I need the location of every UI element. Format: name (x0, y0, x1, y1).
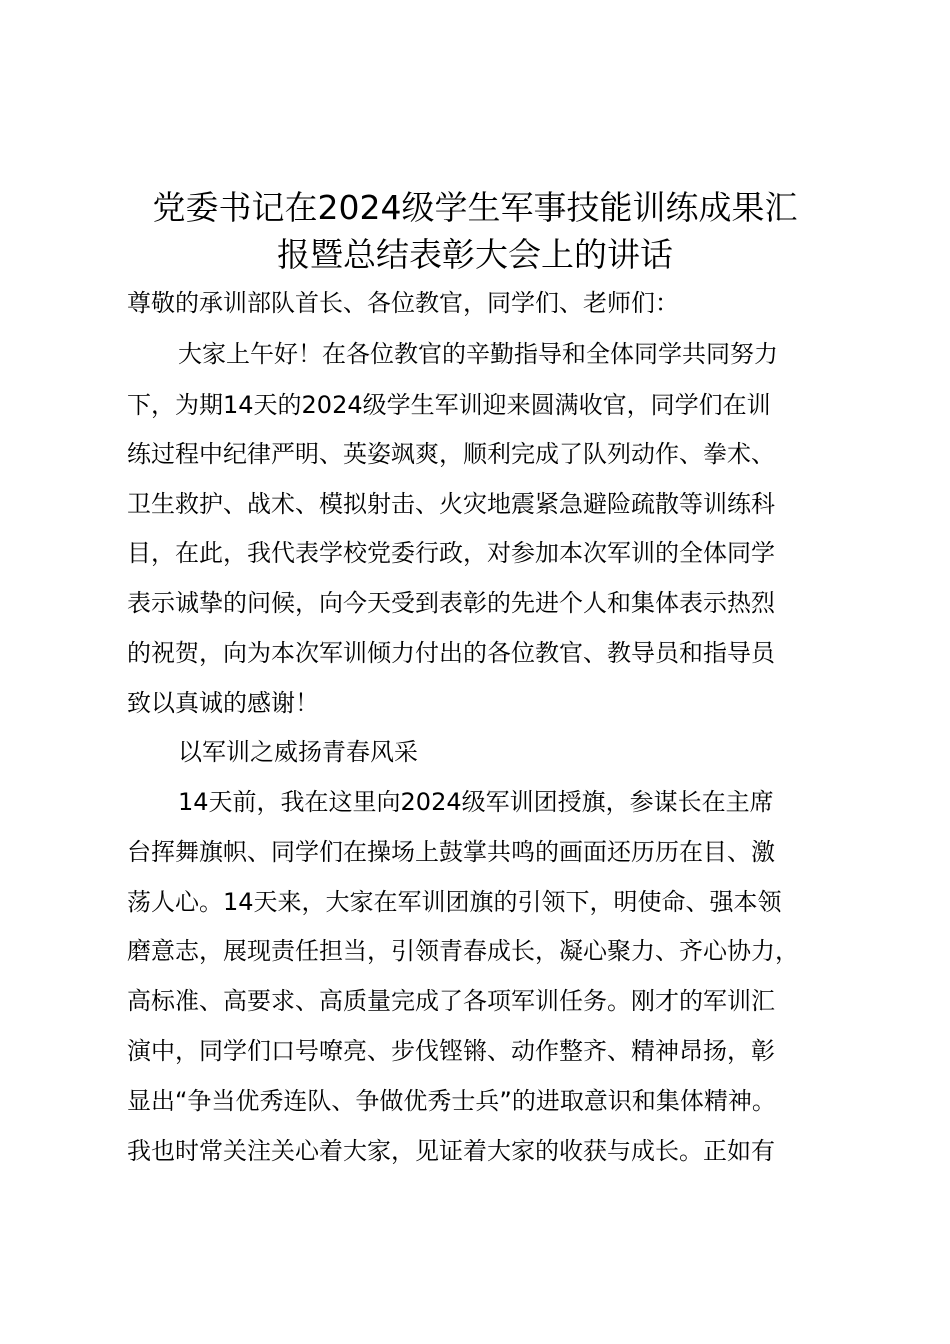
paragraph-2-line-1: 14天前，我在这里向2024级军训团授旗，参谋长在主席 (178, 788, 774, 816)
paragraph-1-line-4: 卫生救护、战术、模拟射击、火灾地震紧急避险疏散等训练科 (127, 490, 775, 518)
document-title-line-1: 党委书记在2024级学生军事技能训练成果汇 (152, 188, 798, 227)
paragraph-1-line-3: 练过程中纪律严明、英姿飒爽，顺利完成了队列动作、拳术、 (127, 440, 775, 468)
paragraph-1-line-2: 下，为期14天的2024级学生军训迎来圆满收官，同学们在训 (127, 391, 771, 419)
section-heading: 以军训之威扬青春风采 (178, 738, 418, 766)
paragraph-1-line-1: 大家上午好！在各位教官的辛勤指导和全体同学共同努力 (178, 340, 778, 368)
paragraph-1-line-7: 的祝贺，向为本次军训倾力付出的各位教官、教导员和指导员 (127, 639, 775, 667)
paragraph-1-line-5: 目，在此，我代表学校党委行政，对参加本次军训的全体同学 (127, 539, 775, 567)
paragraph-2-line-5: 高标准、高要求、高质量完成了各项军训任务。刚才的军训汇 (127, 987, 775, 1015)
paragraph-2-line-4: 磨意志，展现责任担当，引领青春成长，凝心聚力、齐心协力， (127, 937, 799, 965)
paragraph-1-line-8: 致以真诚的感谢！ (127, 689, 319, 717)
paragraph-2-line-3: 荡人心。14天来，大家在军训团旗的引领下，明使命、强本领 (127, 888, 782, 916)
paragraph-2-line-8: 我也时常关注关心着大家，见证着大家的收获与成长。正如有 (127, 1137, 775, 1165)
document-title-line-2: 报暨总结表彰大会上的讲话 (277, 235, 673, 274)
paragraph-2-line-6: 演中，同学们口号嘹亮、步伐铿锵、动作整齐、精神昂扬，彰 (127, 1037, 775, 1065)
paragraph-2-line-2: 台挥舞旗帜、同学们在操场上鼓掌共鸣的画面还历历在目、激 (127, 838, 775, 866)
paragraph-1-line-6: 表示诚挚的问候，向今天受到表彰的先进个人和集体表示热烈 (127, 589, 775, 617)
salutation: 尊敬的承训部队首长、各位教官，同学们、老师们： (127, 289, 679, 317)
paragraph-2-line-7: 显出“争当优秀连队、争做优秀士兵”的进取意识和集体精神。 (127, 1087, 776, 1115)
